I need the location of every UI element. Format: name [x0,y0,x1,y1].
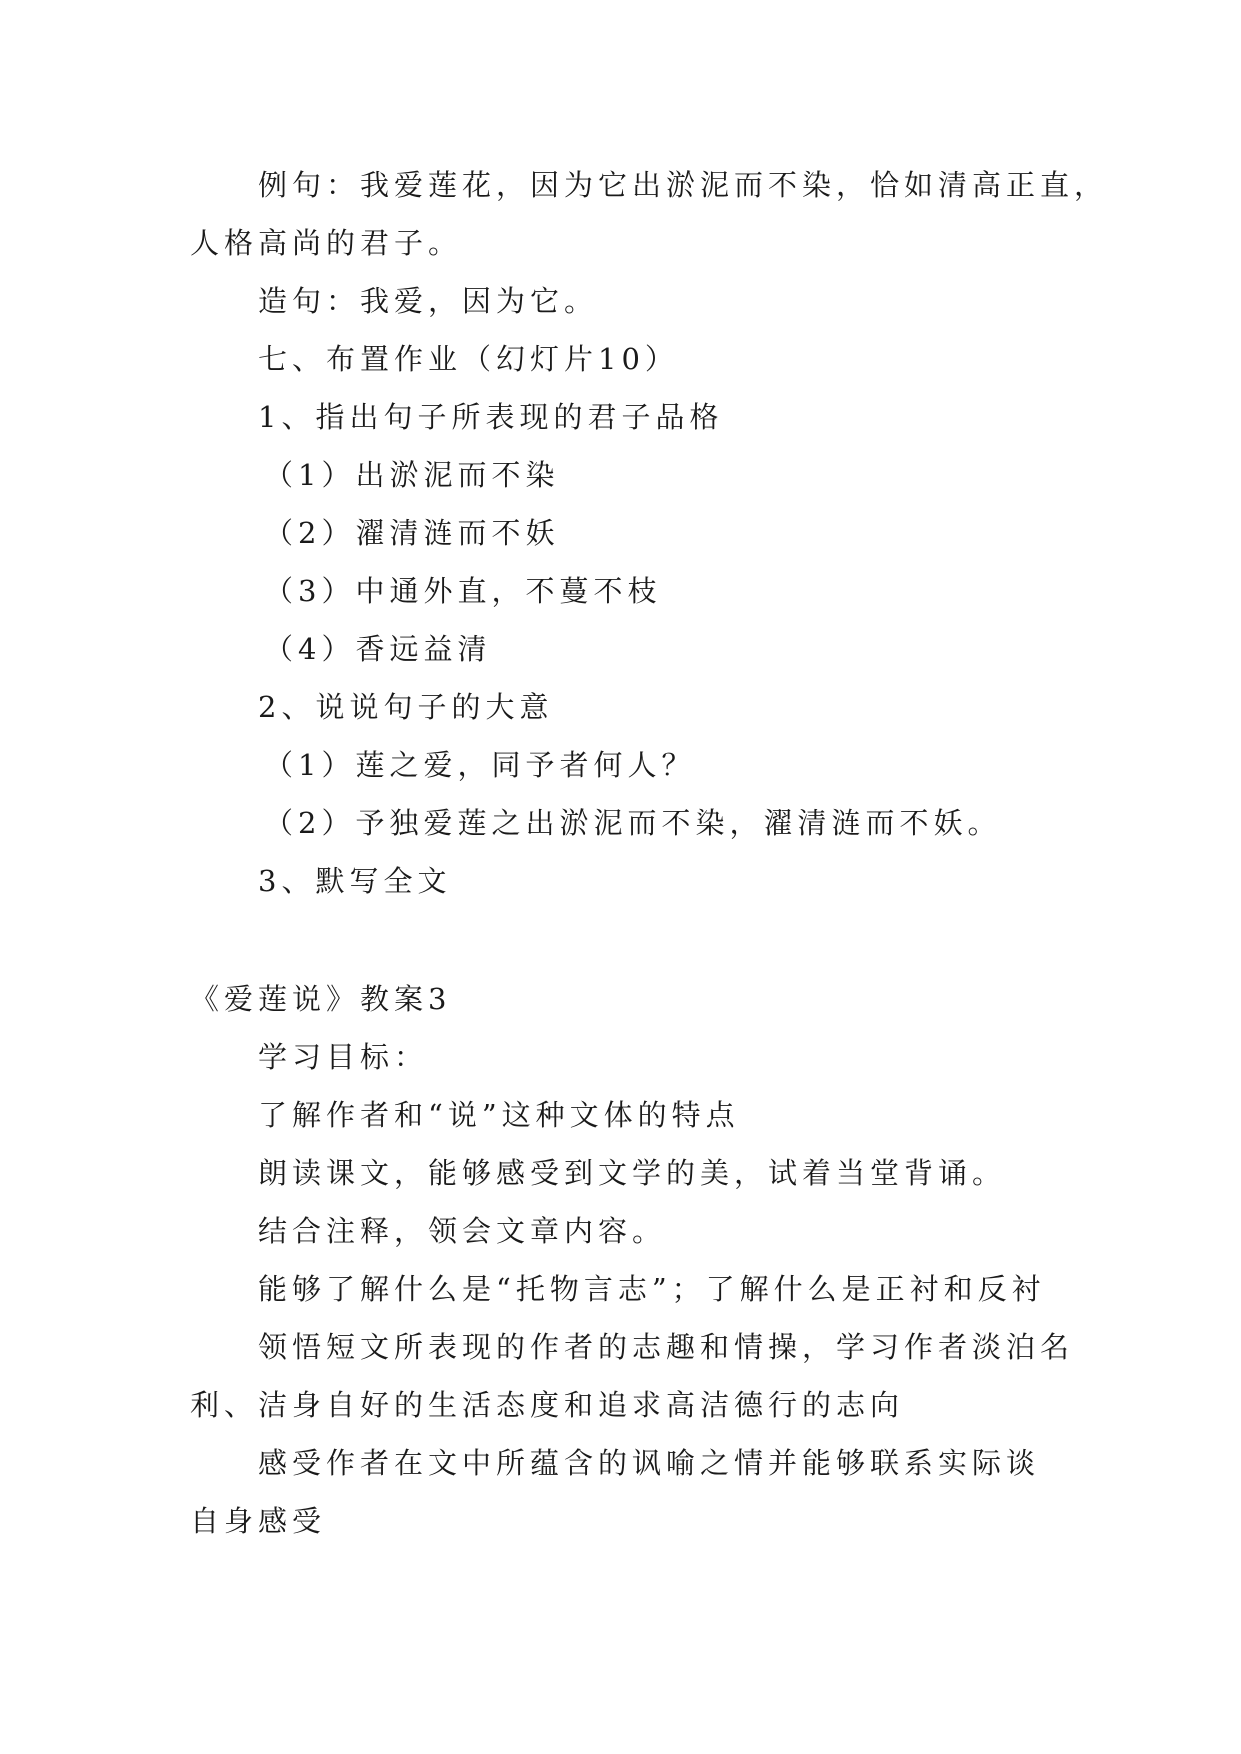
learning-goal-6-line-1: 感受作者在文中所蕴含的讽喻之情并能够联系实际谈 [258,1446,1041,1480]
learning-goal-6-line-2: 自身感受 [190,1504,327,1538]
homework-subitem-1-4: （4）香远益清 [264,632,492,666]
make-sentence-line: 造句：我爱，因为它。 [258,284,599,318]
homework-subitem-1-1: （1）出淤泥而不染 [264,458,560,492]
homework-subitem-2-2: （2）予独爱莲之出淤泥而不染，濯清涟而不妖。 [264,806,1002,840]
learning-goal-5-line-2: 利、洁身自好的生活态度和追求高洁德行的志向 [190,1388,905,1422]
learning-goal-5-line-1: 领悟短文所表现的作者的志趣和情操，学习作者淡泊名 [258,1330,1075,1364]
homework-subitem-1-2: （2）濯清涟而不妖 [264,516,560,550]
learning-goal-4: 能够了解什么是“托物言志”；了解什么是正衬和反衬 [258,1272,1046,1306]
learning-goal-1: 了解作者和“说”这种文体的特点 [258,1098,740,1132]
homework-item-2: 2、说说句子的大意 [258,690,554,724]
homework-item-3: 3、默写全文 [258,864,452,898]
learning-goal-3: 结合注释，领会文章内容。 [258,1214,667,1248]
learning-goal-2: 朗读课文，能够感受到文学的美，试着当堂背诵。 [258,1156,1007,1190]
section-heading-homework: 七、布置作业（幻灯片10） [258,342,679,376]
learning-goals-heading: 学习目标： [258,1040,429,1074]
example-sentence-line-1: 例句：我爱莲花，因为它出淤泥而不染，恰如清高正直， [258,168,1109,202]
lesson-plan-title: 《爱莲说》教案3 [190,982,452,1016]
homework-subitem-2-1: （1）莲之爱，同予者何人？ [264,748,696,782]
homework-subitem-1-3: （3）中通外直，不蔓不枝 [264,574,662,608]
example-sentence-line-2: 人格高尚的君子。 [190,226,463,260]
homework-item-1: 1、指出句子所表现的君子品格 [258,400,724,434]
